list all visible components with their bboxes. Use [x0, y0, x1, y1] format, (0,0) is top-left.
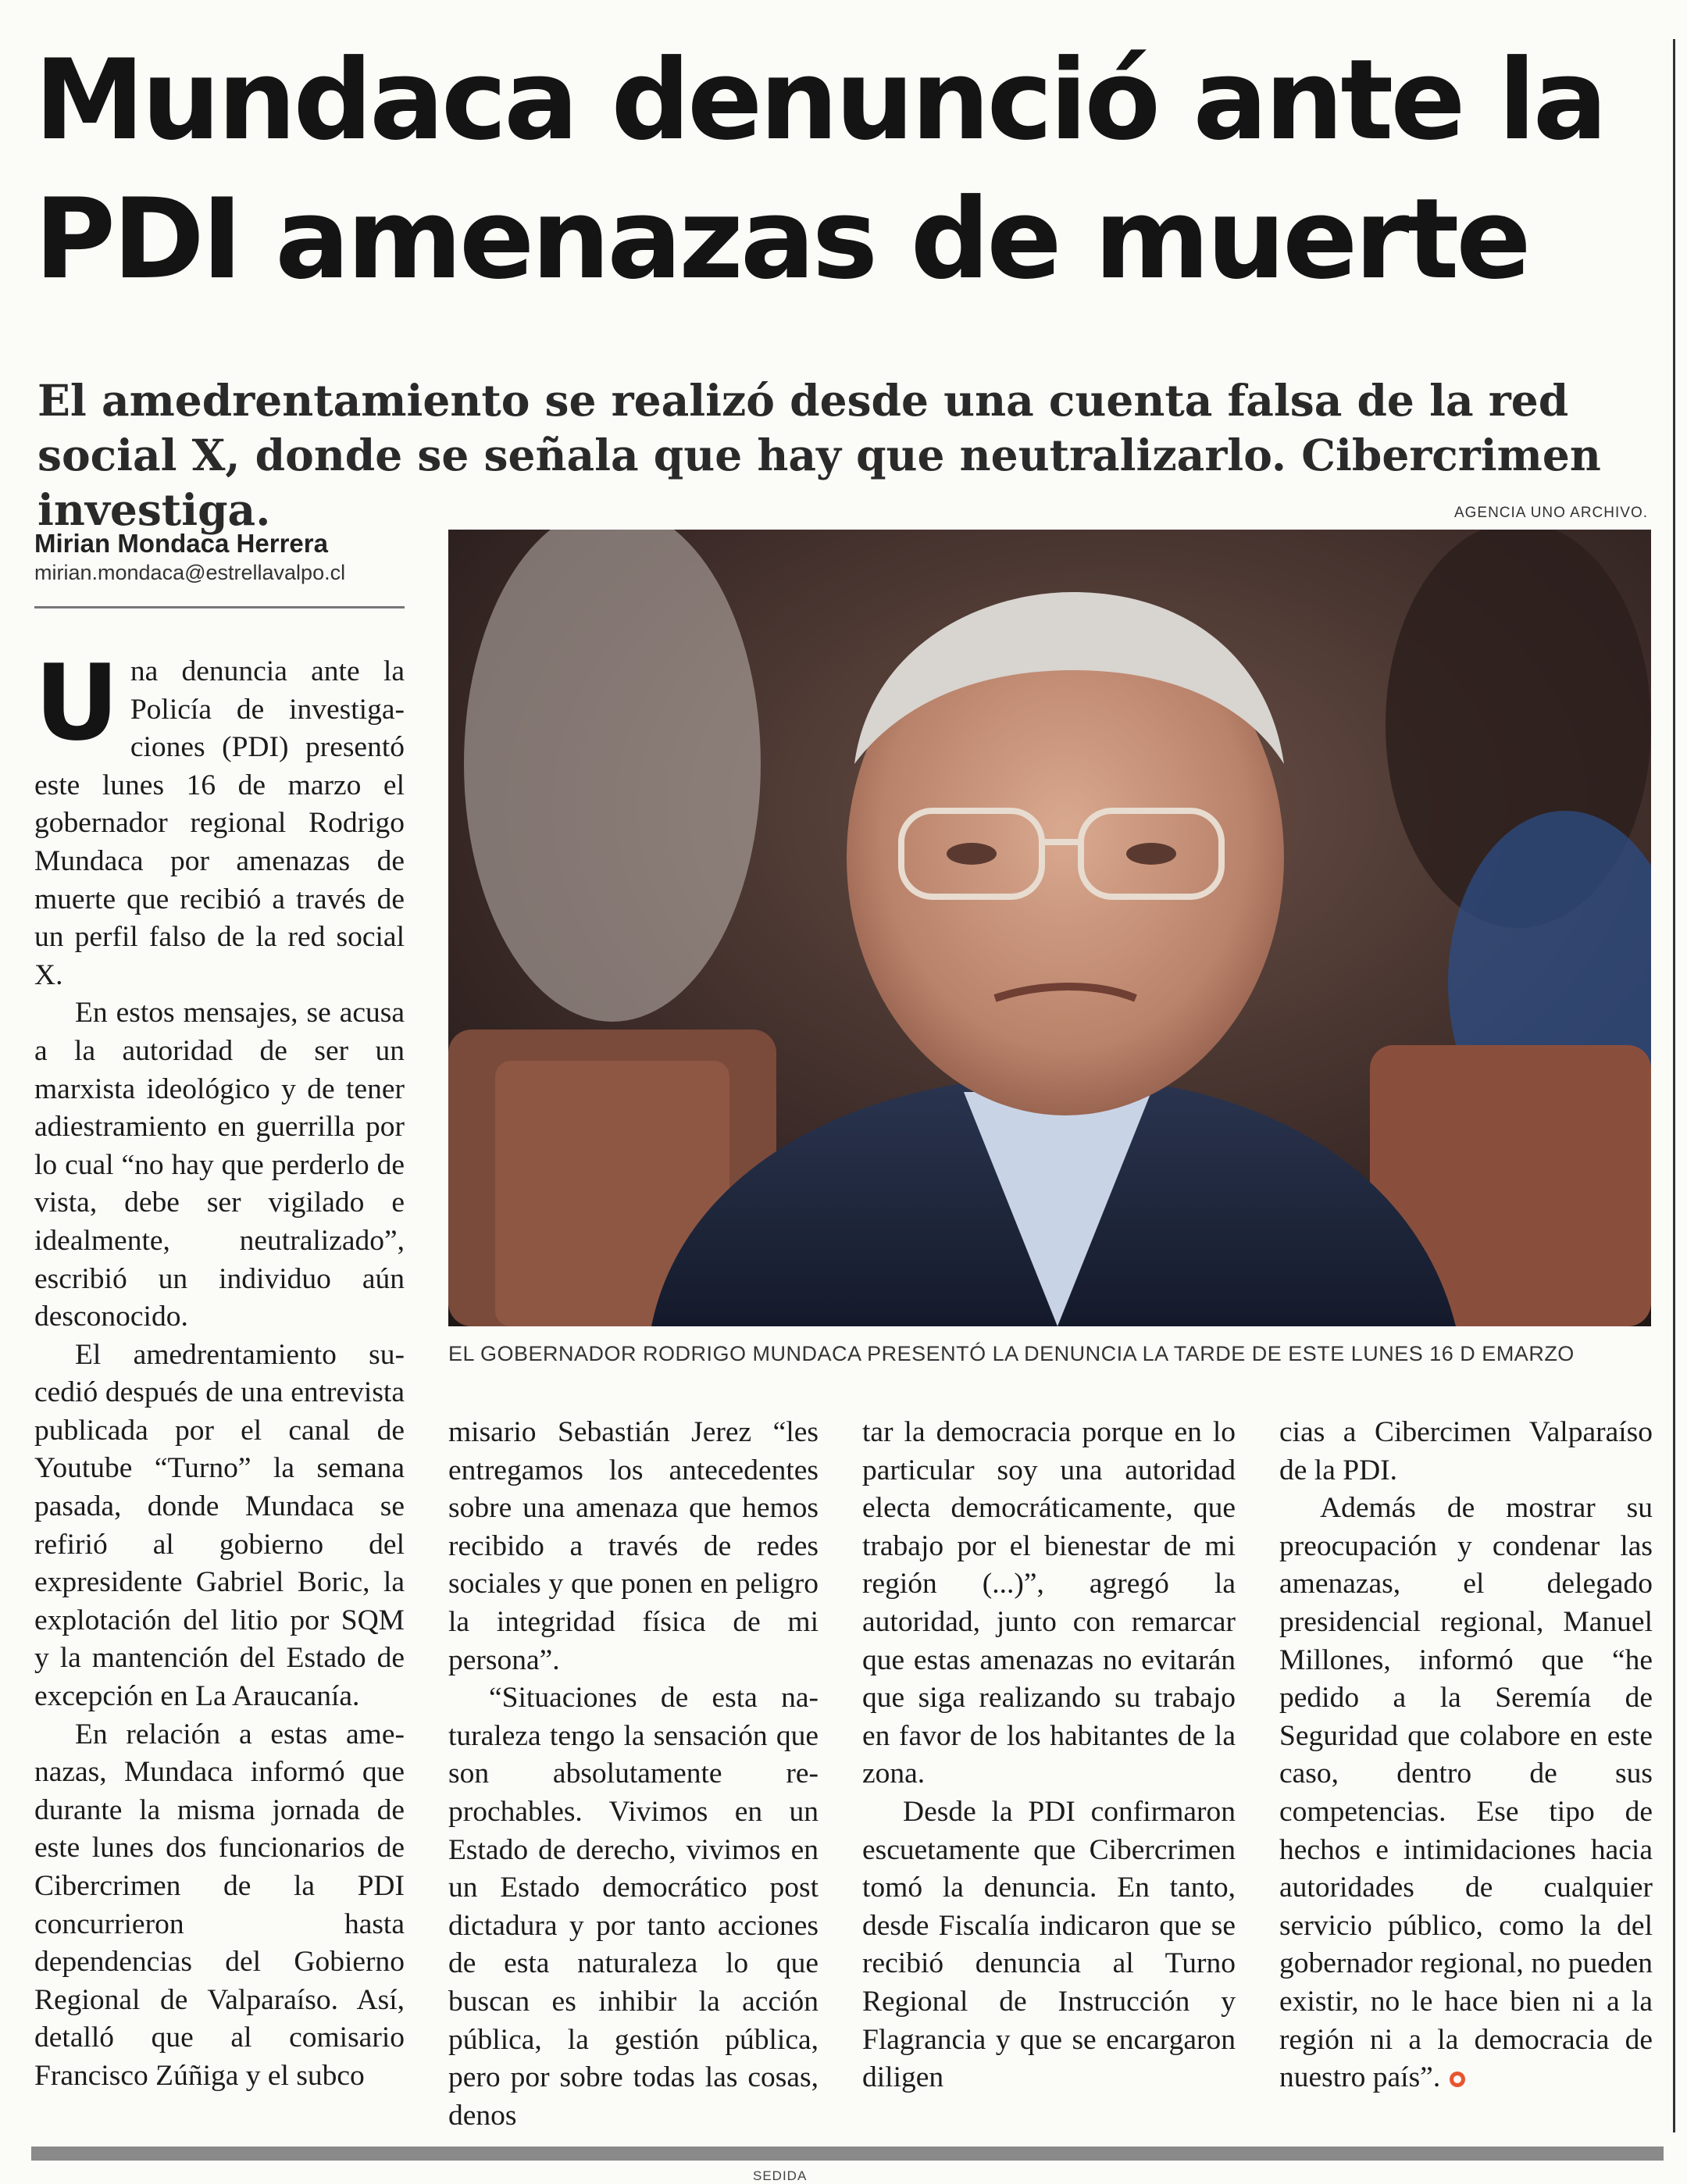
portrait-photo: [448, 530, 1651, 1326]
article-column-4: [1279, 1414, 1653, 2097]
end-of-article-icon: [1448, 2070, 1467, 2089]
paragraph: [1279, 1490, 1653, 2097]
drop-cap: U: [34, 642, 119, 764]
paragraph: Desde la PDI confirmaron escuetamente que Cibercrimen tomó la denuncia. En tanto, desde Fiscalía indicaron que se recibió denuncia al Turno Regional de Instrucción y Flagrancia y que se encargaron diligen: [862, 1795, 1236, 2094]
byline-divider: [34, 606, 405, 608]
paragraph: En estos mensajes, se acusa a la autoridad de ser un marxista ideológico y de tener adiestramiento en guerrilla por lo cual “no hay que perderlo de vista, debe ser vigilado e idealmente, neutralizado”, escribió un individuo aún desconocido.: [34, 997, 405, 1333]
paragraph: cias a Cibercimen Valparaíso de la PDI.: [1279, 1416, 1653, 1486]
paragraph: [34, 642, 405, 994]
footer-slug: SEDIDA: [753, 2168, 808, 2183]
paragraph: misario Sebastián Jerez “les entregamos los antecedentes sobre una amenaza que hemos recibido a través de redes sociales y que ponen en peligro la integridad física de mi persona”.: [448, 1416, 819, 1676]
article-column-3: [862, 1414, 1236, 2097]
deck: El amedrentamiento se realizó desde una cuenta falsa de la red social X, donde se señala que hay que neutralizarlo. Cibercrimen investiga.: [37, 375, 1601, 535]
paragraph: El amedrentamiento sucedió después de una entrevista publicada por el canal de Youtube “Turno” la semana pasada, donde Mundaca se refirió al gobierno del expresidente Gabriel Boric, la explotación del litio por SQM y la mantención del Estado de excepción en La Araucanía.: [34, 1338, 405, 1713]
paragraph: tar la democracia porque en lo particular soy una autoridad electa democráticamente, que trabajo por el bienestar de mi región (...)”, agregó la autoridad, junto con remarcar que estas amenazas no evitarán que siga realizando su trabajo en favor de los habitantes de la zona.: [862, 1416, 1236, 1790]
portrait-photo-icon: [448, 530, 1651, 1326]
byline-email: mirian.mondaca@estrellavalpo.cl: [34, 561, 346, 584]
paragraph-text: Además de mostrar su preocupación y condenar las amenazas, el delegado presidencial regional, Manuel Millones, informó que “he pedido a la Seremía de Seguridad que colabore en este caso, dentro de sus competencias. Ese tipo de hechos e intimidaciones hacia autoridades de cualquier servicio público, como la del gobernador regional, no pueden existir, no le hace bien ni a la región ni a la democracia de nuestro país”.: [1279, 1492, 1653, 2094]
article-column-2: [448, 1414, 819, 2135]
bottom-rule: [31, 2147, 1664, 2161]
photo-credit: AGENCIA UNO ARCHIVO.: [1453, 505, 1648, 521]
article-column-1: [34, 642, 405, 2096]
byline: [34, 528, 405, 586]
paragraph: “Situaciones de esta naturaleza tengo la sensación que son absolutamente reprochables. Vivimos en un Estado de derecho, vivimos en un Estado democrático post dictadura y por tanto acciones de esta naturaleza lo que buscan es inhibir la acción pública, la gestión pública, pero por sobre todas las cosas, denos: [448, 1682, 819, 2132]
column-rule: [1673, 39, 1675, 2132]
byline-name: Mirian Mondaca Herrera: [34, 529, 328, 558]
paragraph: En relación a estas amenazas, Mundaca informó que durante la misma jornada de este lunes dos funcionarios de Cibercrimen de la PDI concurrieron hasta dependencias del Gobierno Regional de Valparaíso. Así, detalló que al comisario Francisco Zúñiga y el subco: [34, 1718, 405, 2092]
photo-caption: EL GOBERNADOR RODRIGO MUNDACA PRESENTÓ LA DENUNCIA LA TARDE DE ESTE LUNES 16 D EMARZO: [448, 1342, 1575, 1365]
headline: Mundaca denunció ante la PDI amenazas de muerte: [34, 36, 1605, 304]
paragraph-text: na denuncia ante la Policía de investigaciones (PDI) presentó este lunes 16 de marzo el gobernador regional Rodrigo Mundaca por amenazas de muerte que recibió a través de un perfil falso de la red social X.: [34, 655, 405, 991]
